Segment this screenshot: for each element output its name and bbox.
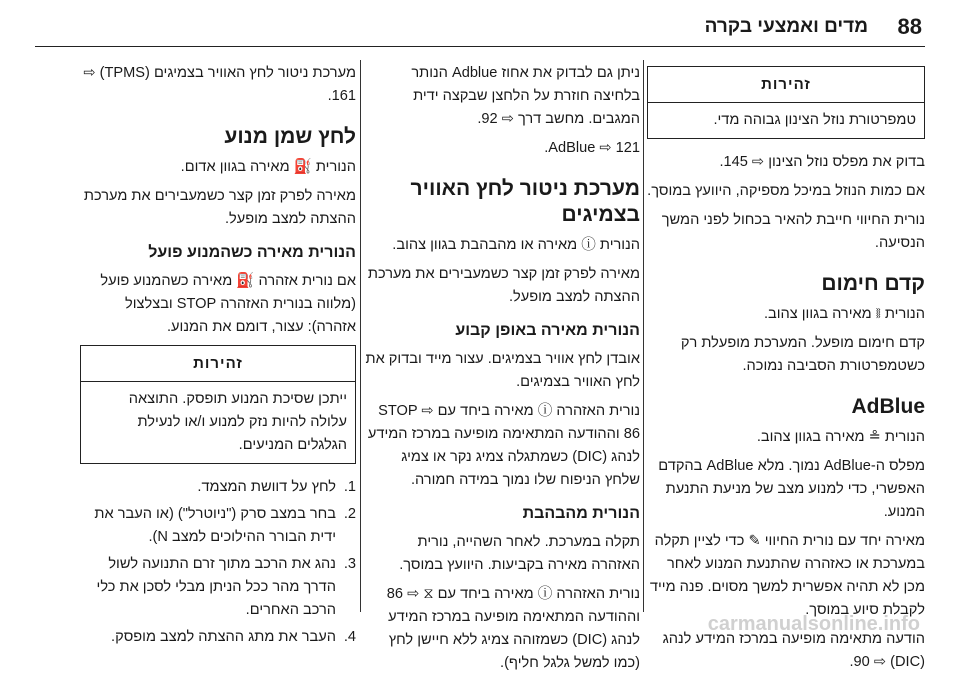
paragraph: קדם חימום מופעל. המערכת מופעלת רק כשטמפרטורת הסביבה נמוכה.: [680, 335, 925, 374]
paragraph: מערכת ניטור לחץ האוויר בצמיגים (TPMS) ⇨ 161.: [83, 65, 356, 104]
subheading-steady: הנורית מאירה באופן קבוע: [455, 322, 640, 339]
column-divider: [643, 60, 644, 612]
list-number: 1.: [343, 479, 356, 495]
list-text: העבר את מתג ההצתה למצב מופסק.: [111, 629, 336, 645]
section-heading-oil-pressure: לחץ שמן מנוע: [224, 125, 356, 148]
paragraph: מפלס ה-AdBlue נמוך. מלא AdBlue בהקדם האפשרי, כדי למנוע מצב של מניעת התנעת המנוע.: [658, 458, 925, 520]
paragraph: הנורית ⓘ מאירה או מהבהבת בגוון צהוב.: [392, 237, 640, 253]
paragraph: נורית החיווי חייבת להאיר בכחול לפני המשך הנסיעה.: [661, 212, 925, 251]
list-number: 2.: [343, 506, 356, 522]
caution-body: טמפרטורת נוזל הצינון גבוהה מדי.: [713, 112, 916, 128]
list-text: נהג את הרכב מתוך זרם התנועה לשול הדרך מהר ככל הניתן מבלי לסכן את כלי הרכב האחרים.: [96, 556, 336, 618]
caution-title: זהירות: [648, 67, 924, 103]
list-number: 3.: [343, 556, 356, 572]
paragraph: נורית האזהרה ⓘ מאירה ביחד עם ⧖ ⇨ 86 וההודעה המתאימה מופיעה במרכז המידע לנהג (DIC) כשמזוהה צמיג ללא חיישן לחץ (כמו למשל גלגל חליף).: [386, 586, 640, 671]
section-heading-preheat: קדם חימום: [821, 272, 925, 295]
caution-title: זהירות: [81, 346, 355, 382]
watermark: carmanualsonline.info: [707, 613, 920, 635]
paragraph: נורית האזהרה ⓘ מאירה ביחד עם STOP ⇨ 86 וההודעה המתאימה מופיעה במרכז המידע לנהג (DIC) כשמתגלה צמיג נקר או צמיג שלחץ הניפוח שלו נמוך במידה חמורה.: [367, 403, 640, 488]
column-right: [647, 62, 925, 680]
page-number: 88: [897, 14, 922, 39]
paragraph: הנורית ⧛ מאירה בגוון צהוב.: [763, 306, 925, 322]
chapter-title: מדים ואמצעי בקרה: [704, 16, 868, 37]
caution-box-coolant: [647, 66, 925, 139]
list-item: [80, 553, 356, 622]
paragraph: אם נורית אזהרה ⛽ מאירה כשהמנוע פועל (מלווה בנורית האזהרה STOP ובצלצול אזהרה): עצור, דומם את המנוע.: [100, 273, 356, 335]
list-item: [80, 503, 356, 549]
page-header: [0, 0, 960, 48]
list-text: בחר במצב סרק ("ניוטרל") (או העבר את ידית הבורר ההילוכים למצב N).: [94, 506, 336, 545]
paragraph: תקלה במערכת. לאחר השהייה, נורית האזהרה מאירה בקביעות. היוועץ במוסך.: [399, 534, 640, 573]
paragraph: הנורית ≗ מאירה בגוון צהוב.: [756, 429, 925, 445]
list-item: [80, 476, 356, 499]
caution-box-oil: [80, 345, 356, 464]
header-divider: [35, 46, 925, 47]
list-number: 4.: [343, 629, 356, 645]
list-item: [80, 626, 356, 649]
column-middle: [365, 62, 640, 681]
caution-body: ייתכן שסיכת המנוע תופסק. התוצאה עלולה להיות נזק למנוע ו/או לנעילת הגלגלים המניעים.: [128, 391, 347, 453]
paragraph: מאירה יחד עם נורית החיווי ✎ כדי לציין תקלה במערכת או כאזהרה שהתנעת המנוע לאחר מכן לא תהיה אפשרית למשך מסוים. פנה מייד לקבלת סיוע במוסך.: [649, 533, 925, 618]
list-text: לחץ על דוושת המצמד.: [197, 479, 336, 495]
paragraph: מאירה לפרק זמן קצר כשמעבירים את מערכת ההצתה למצב מופעל.: [367, 266, 640, 305]
paragraph: ניתן גם לבדוק את אחוז Adblue הנותר בלחיצה חוזרת על הלחצן שבקצה ידית המגבים. מחשב דרך ⇨ 92.: [411, 65, 640, 127]
paragraph: הנורית ⛽ מאירה בגוון אדום.: [180, 159, 356, 175]
paragraph: אובדן לחץ אוויר בצמיגים. עצור מייד ובדוק את לחץ האוויר בצמיגים.: [365, 351, 640, 390]
paragraph: מאירה לפרק זמן קצר כשמעבירים את מערכת ההצתה למצב מופעל.: [83, 188, 356, 227]
section-heading-adblue: AdBlue: [851, 395, 925, 418]
paragraph: AdBlue ⇨ 121.: [544, 140, 640, 156]
paragraph: בדוק את מפלס נוזל הצינון ⇨ 145.: [719, 154, 925, 170]
paragraph: אם כמות הנוזל במיכל מספיקה, היוועץ במוסך.: [647, 183, 925, 199]
section-heading-tpms: מערכת ניטור לחץ האוויר בצמיגים: [410, 177, 640, 226]
column-divider: [360, 60, 361, 612]
column-left: [80, 62, 356, 653]
paragraph: הודעה מתאימה מופיעה במרכז המידע לנהג (DIC) ⇨ 90.: [662, 631, 925, 670]
subheading-oil-on: הנורית מאירה כשהמנוע פועל: [148, 244, 356, 261]
subheading-flash: הנורית מהבהבת: [522, 505, 640, 522]
